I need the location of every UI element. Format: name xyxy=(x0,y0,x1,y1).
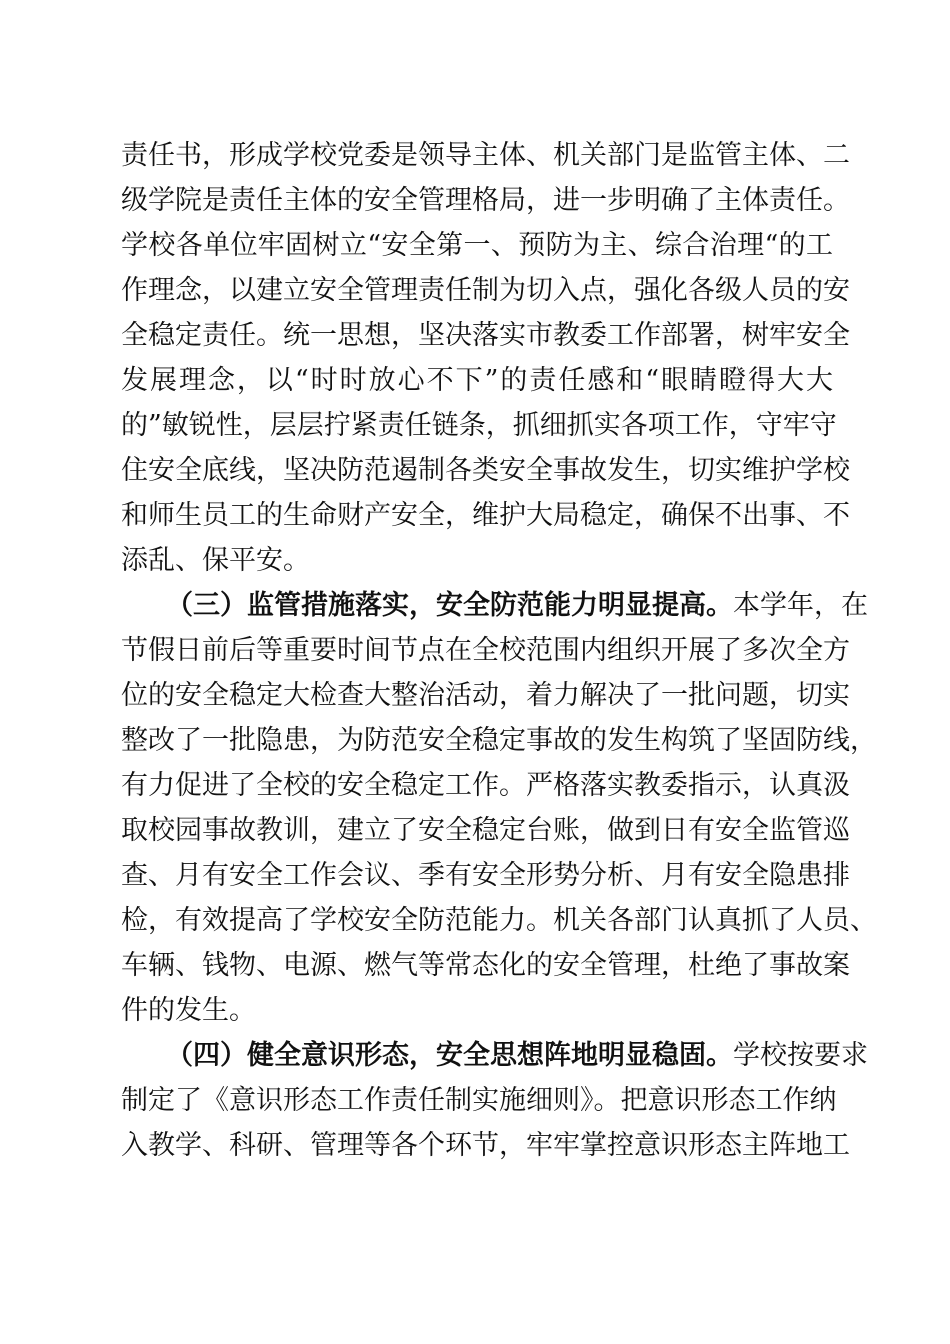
paragraph-line: 添乱、保平安。 xyxy=(121,545,310,576)
paragraph-line: 住安全底线，坚决防范遏制各类安全事故发生，切实维护学校 xyxy=(121,455,850,486)
paragraph-line: 作理念，以建立安全管理责任制为切入点，强化各级人员的安 xyxy=(121,275,850,306)
paragraph-line: 车辆、钱物、电源、燃气等常态化的安全管理，杜绝了事故案 xyxy=(121,950,850,981)
section-3-first-text: 本学年，在 xyxy=(733,590,868,621)
paragraph-line: 节假日前后等重要时间节点在全校范围内组织开展了多次全方 xyxy=(121,635,850,666)
paragraph-line: 入教学、科研、管理等各个环节，牢牢掌控意识形态主阵地工 xyxy=(121,1130,850,1161)
paragraph-line: 取校园事故教训，建立了安全稳定台账，做到日有安全监管巡 xyxy=(121,815,850,846)
paragraph-line: 有力促进了全校的安全稳定工作。严格落实教委指示，认真汲 xyxy=(121,770,850,801)
paragraph-line: 全稳定责任。统一思想，坚决落实市教委工作部署，树牢安全 xyxy=(121,320,850,351)
section-4-first-text: 学校按要求 xyxy=(733,1040,868,1071)
paragraph-line: 级学院是责任主体的安全管理格局，进一步明确了主体责任。 xyxy=(121,185,850,216)
paragraph-line: 制定了《意识形态工作责任制实施细则》。把意识形态工作纳 xyxy=(121,1085,837,1116)
paragraph-line: 位的安全稳定大检查大整治活动，着力解决了一批问题，切实 xyxy=(121,680,850,711)
paragraph-line: 责任书，形成学校党委是领导主体、机关部门是监管主体、二 xyxy=(121,140,850,171)
paragraph-line: 发展理念，以“时时放心不下”的责任感和“眼睛瞪得大大 xyxy=(121,365,833,396)
paragraph-line: 检，有效提高了学校安全防范能力。机关各部门认真抓了人员、 xyxy=(121,905,877,936)
section-4-first-line xyxy=(166,1036,868,1076)
section-4-heading: （四）健全意识形态，安全思想阵地明显稳固。 xyxy=(166,1040,733,1071)
paragraph-line: 整改了一批隐患，为防范安全稳定事故的发生构筑了坚固防线， xyxy=(121,725,877,756)
paragraph-line: 和师生员工的生命财产安全，维护大局稳定，确保不出事、不 xyxy=(121,500,850,531)
section-3-first-line xyxy=(166,586,868,626)
paragraph-line: 学校各单位牢固树立“安全第一、预防为主、综合治理“的工 xyxy=(121,230,833,261)
paragraph-line: 件的发生。 xyxy=(121,995,256,1026)
paragraph-line: 查、月有安全工作会议、季有安全形势分析、月有安全隐患排 xyxy=(121,860,850,891)
paragraph-line: 的”敏锐性，层层拧紧责任链条，抓细抓实各项工作，守牢守 xyxy=(121,410,837,441)
section-3-heading: （三）监管措施落实，安全防范能力明显提高。 xyxy=(166,590,733,621)
